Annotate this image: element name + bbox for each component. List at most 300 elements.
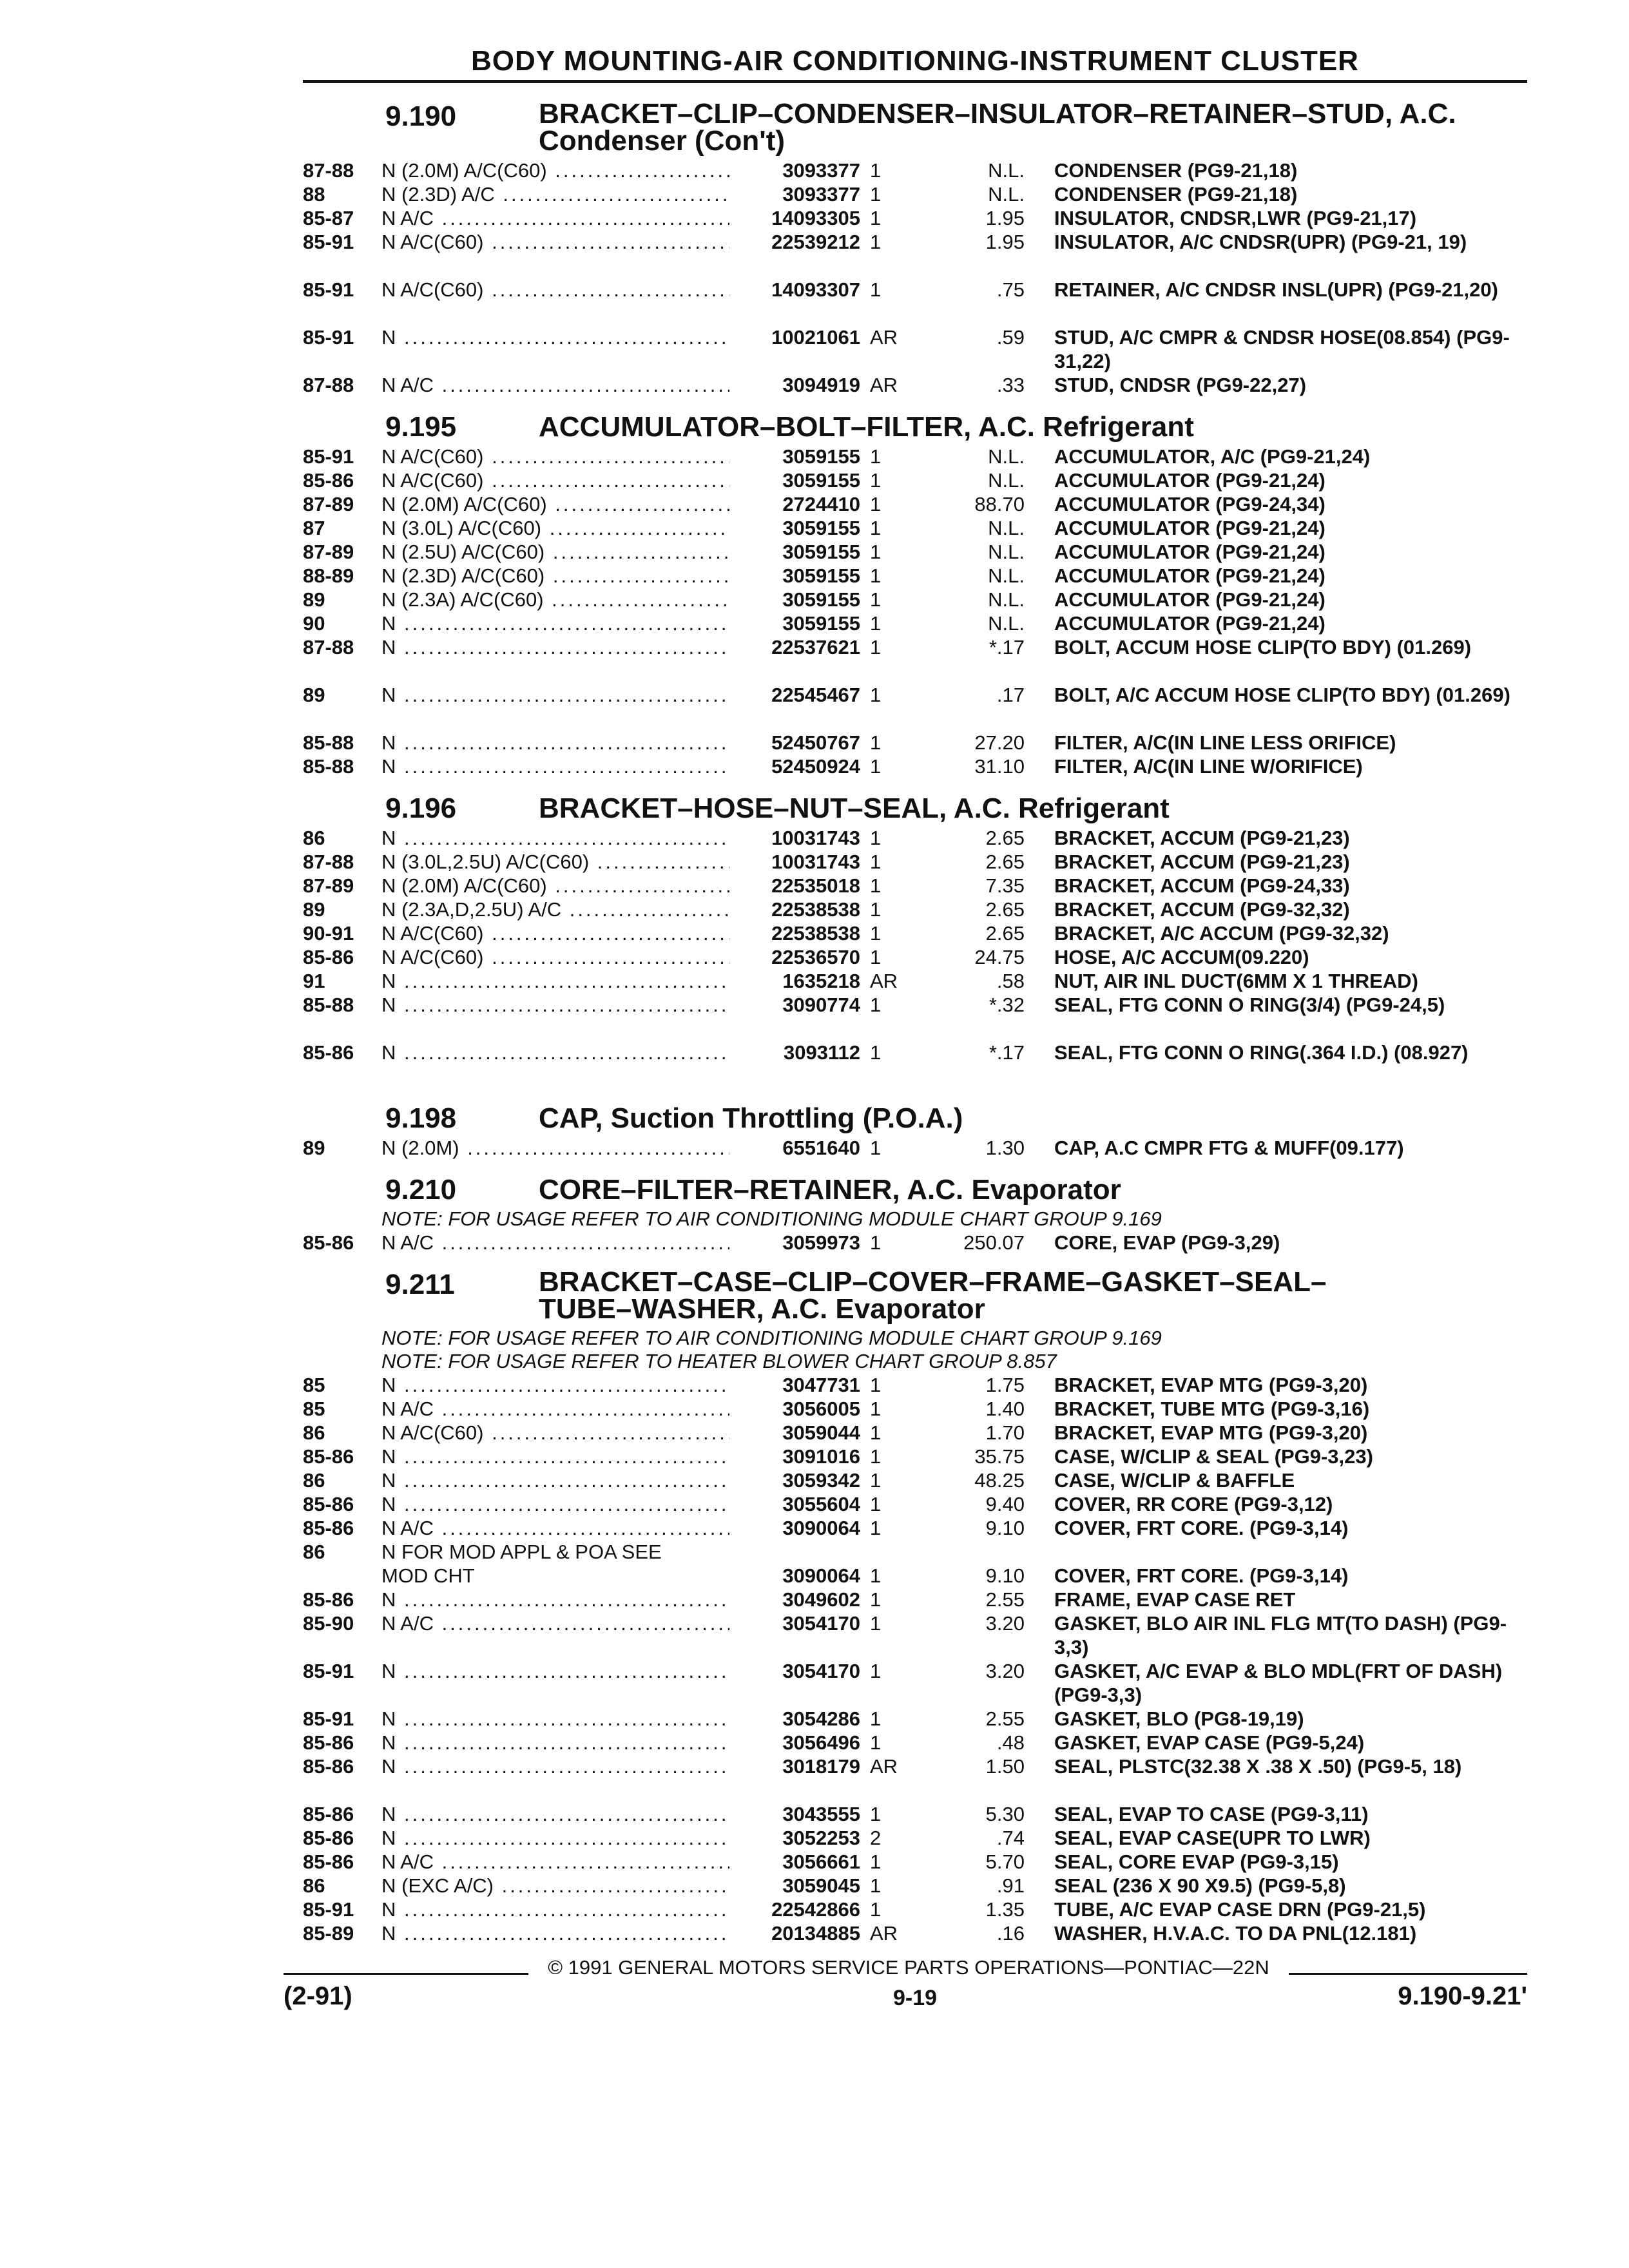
part-number: 2724410 [782,493,860,515]
description: ACCUMULATOR (PG9-21,24) [1054,469,1325,492]
section-header [0,97,1629,159]
description: GASKET, A/C EVAP & BLO MDL(FRT OF DASH) (PG9-3,3) [1054,1660,1503,1706]
part-number: 3054286 [782,1707,860,1730]
quantity: 1 [870,1137,882,1159]
model-years: 85-91 [303,1898,354,1921]
section-name-line: BRACKET–HOSE–NUT–SEAL, A.C. Refrigerant [539,793,1170,824]
quantity: 1 [870,159,882,182]
part-number: 14093305 [771,207,860,229]
part-number: 3054170 [782,1660,860,1682]
description: HOSE, A/C ACCUM(09.220) [1054,946,1309,968]
part-row [0,564,1629,588]
price: N.L. [988,183,1025,206]
description: WASHER, H.V.A.C. TO DA PNL(12.181) [1054,1922,1417,1945]
price: 9.10 [985,1517,1025,1539]
quantity: 1 [870,946,882,968]
quantity: 1 [870,922,882,945]
model-years: 87-88 [303,636,354,658]
quantity: 1 [870,1731,882,1754]
description: GASKET, BLO AIR INL FLG MT(TO DASH) (PG9-3,3) [1054,1612,1507,1658]
part-row [0,588,1629,611]
application: N ..... [381,1659,729,1683]
description: CORE, EVAP (PG9-3,29) [1054,1231,1280,1254]
quantity: 1 [870,1231,882,1254]
description: ACCUMULATOR, A/C (PG9-21,24) [1054,445,1371,468]
part-number: 3056661 [782,1850,860,1873]
price: 31.10 [974,755,1025,778]
part-row [0,325,1629,373]
part-row [0,1659,1629,1707]
application: N A/C ..... [381,1516,729,1540]
price: 24.75 [974,946,1025,968]
part-row [0,278,1629,325]
section-name [539,1174,1121,1206]
price: .17 [996,684,1025,706]
part-row [0,850,1629,874]
title-rule [303,80,1527,83]
application: N (EXC A/C) ..... [381,1874,729,1898]
part-number: 3056496 [782,1731,860,1754]
section-header [0,1265,1629,1327]
application: N ..... [381,969,729,993]
model-years: 85-91 [303,1660,354,1682]
model-years: 88-89 [303,564,354,587]
model-years: 85-90 [303,1612,354,1635]
model-years: 85-86 [303,1588,354,1611]
application: N ..... [381,1731,729,1754]
price: N.L. [988,612,1025,635]
part-number: 3059155 [782,541,860,563]
description: FILTER, A/C(IN LINE W/ORIFICE) [1054,755,1363,778]
quantity: 1 [870,1398,882,1420]
part-number: 22538538 [771,922,860,945]
model-years: 85-86 [303,1731,354,1754]
description: COVER, RR CORE (PG9-3,12) [1054,1493,1333,1515]
part-row [0,945,1629,969]
model-years: 85-88 [303,731,354,754]
application: N ..... [381,1373,729,1397]
part-number: 3056005 [782,1398,860,1420]
price: .16 [996,1922,1025,1945]
description: STUD, A/C CMPR & CNDSR HOSE(08.854) (PG9-31,22) [1054,326,1510,372]
application: N ..... [381,1707,729,1731]
part-row [0,874,1629,898]
part-number: 10031743 [771,827,860,849]
application: N ..... [381,754,729,778]
part-row [0,1874,1629,1898]
model-years: 86 [303,1541,325,1563]
model-years: 87-88 [303,159,354,182]
price: 48.25 [974,1469,1025,1492]
price: 2.65 [985,850,1025,873]
price: 2.55 [985,1588,1025,1611]
description: SEAL, CORE EVAP (PG9-3,15) [1054,1850,1339,1873]
price: 5.30 [985,1803,1025,1825]
quantity: 1 [870,850,882,873]
application: N ..... [381,1445,729,1468]
application: N (2.3A) A/C(C60) ..... [381,588,729,611]
part-number: 22545467 [771,684,860,706]
model-years: 85-86 [303,1517,354,1539]
description: BRACKET, EVAP MTG (PG9-3,20) [1054,1374,1368,1396]
part-row [0,1397,1629,1421]
model-years: 87-88 [303,850,354,873]
quantity: 1 [870,517,882,539]
part-number: 1635218 [782,970,860,992]
model-years: 89 [303,588,325,611]
quantity: 1 [870,1898,882,1921]
description: INSULATOR, CNDSR,LWR (PG9-21,17) [1054,207,1417,229]
part-row [0,445,1629,468]
part-row [0,1468,1629,1492]
quantity: 1 [870,564,882,587]
model-years: 85-86 [303,1493,354,1515]
part-number: 22538538 [771,898,860,921]
description: CONDENSER (PG9-21,18) [1054,183,1298,206]
price: .91 [996,1874,1025,1897]
part-row [0,826,1629,850]
description: GASKET, BLO (PG8-19,19) [1054,1707,1304,1730]
part-number: 3059045 [782,1874,860,1897]
quantity: 1 [870,1803,882,1825]
description: BRACKET, ACCUM (PG9-24,33) [1054,874,1350,897]
application: N ..... [381,683,729,707]
price: *.17 [988,636,1025,658]
quantity: AR [870,970,898,992]
model-years: 85-89 [303,1922,354,1945]
quantity: 1 [870,731,882,754]
price: N.L. [988,469,1025,492]
part-row [0,206,1629,230]
quantity: 1 [870,588,882,611]
part-row [0,1231,1629,1254]
price: 1.40 [985,1398,1025,1420]
application: N (2.0M) A/C(C60) ..... [381,492,729,516]
part-row [0,635,1629,683]
application: N A/C(C60) ..... [381,921,729,945]
model-years: 86 [303,827,325,849]
quantity: 1 [870,1588,882,1611]
quantity: 1 [870,755,882,778]
price: .59 [996,326,1025,349]
model-years: 85-86 [303,1445,354,1468]
application: N (2.0M) A/C(C60) ..... [381,874,729,898]
price: *.32 [988,994,1025,1016]
section-header [0,407,1629,445]
application: N A/C(C60) ..... [381,468,729,492]
price: 1.35 [985,1898,1025,1921]
model-years: 89 [303,684,325,706]
part-number: 3049602 [782,1588,860,1611]
section-name [539,1266,1327,1325]
section-name-line: CAP, Suction Throttling (P.O.A.) [539,1102,963,1134]
part-row [0,516,1629,540]
part-number: 3090774 [782,994,860,1016]
application: N ..... [381,1041,729,1064]
model-years: 85-91 [303,445,354,468]
section-name [539,793,1170,825]
quantity: 1 [870,1493,882,1515]
description: SEAL, FTG CONN O RING(.364 I.D.) (08.927) [1054,1041,1469,1064]
section-name-line: ACCUMULATOR–BOLT–FILTER, A.C. Refrigerant [539,411,1194,443]
part-row [0,159,1629,182]
description: STUD, CNDSR (PG9-22,27) [1054,374,1307,396]
part-row [0,1445,1629,1468]
description: BRACKET, ACCUM (PG9-21,23) [1054,850,1350,873]
quantity: 1 [870,207,882,229]
part-row [0,540,1629,564]
description: SEAL, EVAP CASE(UPR TO LWR) [1054,1827,1371,1849]
description: CONDENSER (PG9-21,18) [1054,159,1298,182]
part-number: 22535018 [771,874,860,897]
application: N ..... [381,325,729,349]
application: N (2.5U) A/C(C60) ..... [381,540,729,564]
price: 88.70 [974,493,1025,515]
application: N A/C(C60) ..... [381,278,729,302]
part-row [0,1850,1629,1874]
part-number: 3094919 [782,374,860,396]
part-number: 22539212 [771,231,860,253]
part-row [0,993,1629,1041]
part-number: 6551640 [782,1137,860,1159]
part-number: 10021061 [771,326,860,349]
part-number: 3052253 [782,1827,860,1849]
part-number: 3054170 [782,1612,860,1635]
quantity: 1 [870,612,882,635]
part-number: 3093112 [784,1041,860,1064]
part-row [0,1802,1629,1826]
price: .48 [996,1731,1025,1754]
quantity: 1 [870,1421,882,1444]
description: BOLT, ACCUM HOSE CLIP(TO BDY) (01.269) [1054,636,1472,658]
model-years: 85-86 [303,469,354,492]
price: N.L. [988,541,1025,563]
part-row [0,1492,1629,1516]
part-row [0,1731,1629,1754]
part-row [0,230,1629,278]
section-header [0,1170,1629,1207]
application: N ..... [381,1468,729,1492]
quantity: 1 [870,1564,882,1587]
section-name [539,411,1194,443]
application: N (2.3D) A/C(C60) ..... [381,564,729,588]
part-row [0,1588,1629,1611]
model-years: 85-86 [303,1755,354,1778]
description: BRACKET, EVAP MTG (PG9-3,20) [1054,1421,1368,1444]
description: INSULATOR, A/C CNDSR(UPR) (PG9-21, 19) [1054,231,1467,253]
model-years: 85-91 [303,231,354,253]
section-name-line: CORE–FILTER–RETAINER, A.C. Evaporator [539,1174,1121,1206]
part-row [0,468,1629,492]
section-name-line: BRACKET–CASE–CLIP–COVER–FRAME–GASKET–SEAL– [539,1266,1327,1298]
part-number: 22542866 [771,1898,860,1921]
page-number: 9-19 [892,1986,938,2010]
group-range: 9.190-9.21' [1398,1982,1527,2010]
quantity: 1 [870,684,882,706]
part-row [0,1921,1629,1945]
application: N A/C ..... [381,206,729,230]
price: 7.35 [985,874,1025,897]
part-row [0,1136,1629,1160]
application: N A/C(C60) ..... [381,1421,729,1445]
price: 5.70 [985,1850,1025,1873]
price: 250.07 [963,1231,1025,1254]
part-number: 3090064 [782,1517,860,1539]
application: N ..... [381,731,729,754]
description: ACCUMULATOR (PG9-21,24) [1054,517,1325,539]
description: TUBE, A/C EVAP CASE DRN (PG9-21,5) [1054,1898,1426,1921]
quantity: 1 [870,1445,882,1468]
description: BRACKET, TUBE MTG (PG9-3,16) [1054,1398,1370,1420]
description: BRACKET, ACCUM (PG9-21,23) [1054,827,1350,849]
quantity: 1 [870,1707,882,1730]
quantity: 1 [870,1517,882,1539]
application: N A/C(C60) ..... [381,445,729,468]
model-years: 85-86 [303,1850,354,1873]
part-number: 3059155 [782,517,860,539]
description: COVER, FRT CORE. (PG9-3,14) [1054,1564,1349,1587]
quantity: 1 [870,231,882,253]
price: N.L. [988,445,1025,468]
price: N.L. [988,517,1025,539]
part-row [0,492,1629,516]
parts-catalog-content [0,97,1629,1945]
section-number: 9.210 [385,1174,457,1206]
part-row [0,731,1629,754]
description: SEAL, PLSTC(32.38 X .38 X .50) (PG9-5, 18) [1054,1755,1462,1778]
quantity: 1 [870,827,882,849]
part-number: 3059342 [782,1469,860,1492]
part-row [0,1540,1629,1588]
price: 1.50 [985,1755,1025,1778]
application: N A/C ..... [381,373,729,397]
model-years: 85-91 [303,278,354,301]
description: ACCUMULATOR (PG9-21,24) [1054,588,1325,611]
quantity: 1 [870,278,882,301]
part-row [0,1754,1629,1802]
quantity: 1 [870,183,882,206]
price: .75 [996,278,1025,301]
price: 2.55 [985,1707,1025,1730]
section-number: 9.195 [385,411,457,443]
part-number: 3059155 [782,588,860,611]
model-years: 87-89 [303,541,354,563]
description: ACCUMULATOR (PG9-21,24) [1054,541,1325,563]
part-row [0,1611,1629,1659]
description: FRAME, EVAP CASE RET [1054,1588,1296,1611]
price: 1.75 [985,1374,1025,1396]
part-row [0,1707,1629,1731]
model-years: 89 [303,1137,325,1159]
part-row [0,182,1629,206]
section-header [0,1099,1629,1136]
price: N.L. [988,159,1025,182]
part-row [0,1421,1629,1445]
quantity: 1 [870,1660,882,1682]
part-number: 10031743 [771,850,860,873]
model-years: 85-86 [303,1231,354,1254]
part-row [0,969,1629,993]
quantity: AR [870,1922,898,1945]
description: NUT, AIR INL DUCT(6MM X 1 THREAD) [1054,970,1418,992]
price: *.17 [988,1041,1025,1064]
quantity: 1 [870,541,882,563]
application: N (2.3D) A/C ..... [381,182,729,206]
description: BRACKET, ACCUM (PG9-32,32) [1054,898,1350,921]
part-row [0,683,1629,731]
model-years: 85-88 [303,994,354,1016]
model-years: 89 [303,898,325,921]
part-number: 3059044 [782,1421,860,1444]
price: .74 [996,1827,1025,1849]
part-number: 20134885 [771,1922,860,1945]
price: N.L. [988,564,1025,587]
price: 1.95 [985,231,1025,253]
copyright-line: © 1991 GENERAL MOTORS SERVICE PARTS OPERATIONS—PONTIAC—22N [548,1956,1269,1979]
quantity: 1 [870,898,882,921]
section-header [0,789,1629,826]
section-number: 9.196 [385,793,457,824]
application: N ..... [381,826,729,850]
quantity: 1 [870,1469,882,1492]
model-years: 86 [303,1469,325,1492]
application: N A/C ..... [381,1850,729,1874]
price: 2.65 [985,922,1025,945]
model-years: 88 [303,183,325,206]
part-number: 3059155 [782,564,860,587]
description: RETAINER, A/C CNDSR INSL(UPR) (PG9-21,20) [1054,278,1498,301]
part-row [0,754,1629,778]
page-title: BODY MOUNTING-AIR CONDITIONING-INSTRUMENT CLUSTER [471,45,1359,77]
price: .58 [996,970,1025,992]
price: 2.65 [985,827,1025,849]
application: N A/C(C60) ..... [381,230,729,254]
quantity: AR [870,1755,898,1778]
part-row [0,1826,1629,1850]
description: CASE, W/CLIP & SEAL (PG9-3,23) [1054,1445,1373,1468]
application: N A/C ..... [381,1611,729,1635]
part-row [0,898,1629,921]
description: SEAL (236 X 90 X9.5) (PG9-5,8) [1054,1874,1346,1897]
section-name-line: BRACKET–CLIP–CONDENSER–INSULATOR–RETAINER–STUD, A.C. [539,98,1456,130]
application: N ..... [381,1492,729,1516]
description: CASE, W/CLIP & BAFFLE [1054,1469,1295,1492]
part-number: 3093377 [782,159,860,182]
part-number: 3059155 [782,612,860,635]
application: N ..... [381,1826,729,1850]
part-row [0,921,1629,945]
quantity: 1 [870,493,882,515]
usage-note: NOTE: FOR USAGE REFER TO HEATER BLOWER CHART GROUP 8.857 [381,1350,1057,1372]
section-number: 9.198 [385,1102,457,1134]
application: N ..... [381,1802,729,1826]
model-years: 85-87 [303,207,354,229]
section-name [539,98,1456,157]
model-years: 85 [303,1374,325,1396]
part-number: 3059973 [782,1231,860,1254]
part-row [0,373,1629,397]
application: N A/C ..... [381,1397,729,1421]
application: N ..... [381,1754,729,1778]
quantity: AR [870,326,898,349]
quantity: 1 [870,874,882,897]
description: SEAL, EVAP TO CASE (PG9-3,11) [1054,1803,1369,1825]
price: 3.20 [985,1660,1025,1682]
model-years: 91 [303,970,325,992]
part-number: 3059155 [782,445,860,468]
section-subname: Condenser (Con't) [539,125,785,157]
part-row [0,1898,1629,1921]
